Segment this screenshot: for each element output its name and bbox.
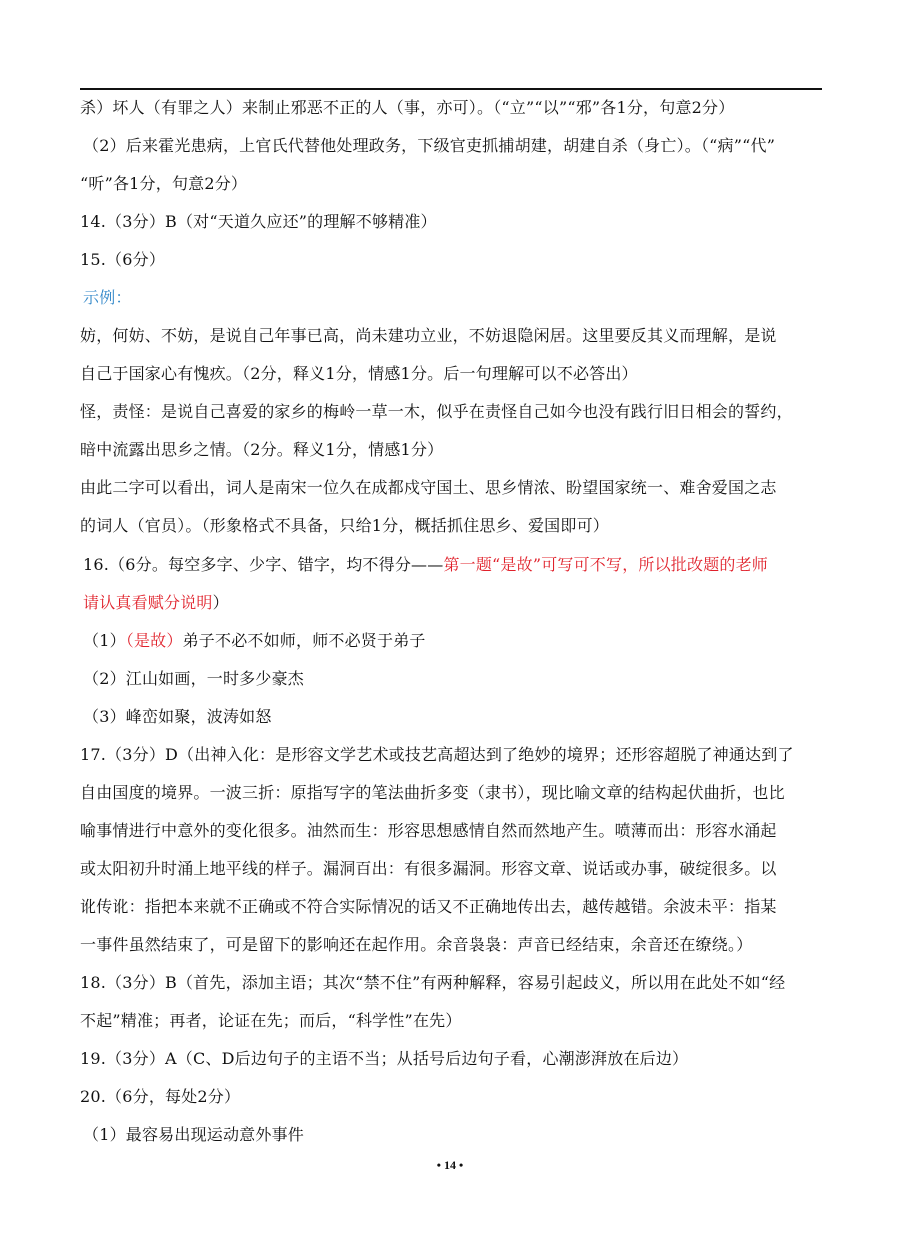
q16-item	[83, 631, 426, 651]
q16-prefix: 16.（6分。每空多字、少字、错字，均不得分——	[83, 555, 444, 574]
q16-header-cont	[83, 593, 229, 613]
header-rule	[80, 88, 822, 90]
answer-line: 17.（3分）D（出神入化：是形容文学艺术或技艺高超达到了绝妙的境界；还形容超脱了神通达到了	[80, 745, 794, 764]
answer-line: 妨，何妨、不妨，是说自己年事已高，尚未建功立业，不妨退隐闲居。这里要反其义而理解，是说	[80, 326, 777, 345]
answer-line: 由此二字可以看出，词人是南宋一位久在成都戍守国土、思乡情浓、盼望国家统一、难舍爱国之志	[80, 478, 777, 497]
answer-line: 怪，责怪：是说自己喜爱的家乡的梅岭一草一木，似乎在责怪自己如今也没有践行旧日相会的誓约，	[80, 402, 793, 421]
q16-item: （3）峰峦如聚，波涛如怒	[83, 707, 272, 726]
q16-header	[83, 555, 768, 575]
example-label: 示例：	[83, 288, 132, 307]
answer-line: 15.（6分）	[80, 250, 166, 269]
answer-line: 讹传讹：指把本来就不正确或不符合实际情况的话又不正确地传出去，越传越错。余波未平：指某	[80, 897, 777, 916]
answer-line: 或太阳初升时涌上地平线的样子。漏洞百出：有很多漏洞。形容文章、说话或办事，破绽很多。以	[80, 859, 777, 878]
answer-line: 的词人（官员）。（形象格式不具备，只给1分，概括抓住思乡、爱国即可）	[80, 516, 609, 535]
answer-line: 自由国度的境界。一波三折：原指写字的笔法曲折多变（隶书），现比喻文章的结构起伏曲折，也比	[80, 783, 785, 802]
q16-item-num: （1）	[83, 631, 126, 650]
answer-line: （2）后来霍光患病，上官氏代替他处理政务，下级官吏抓捕胡建，胡建自杀（身亡）。（“病”“代”	[83, 136, 776, 155]
answer-line: 14.（3分）B（对“天道久应还”的理解不够精准）	[80, 212, 437, 231]
answer-line: 杀）坏人（有罪之人）来制止邪恶不正的人（事，亦可）。（“立”“以”“邪”各1分，句意2分）	[80, 98, 735, 117]
q16-item-text: 弟子不必不如师，师不必贤于弟子	[182, 631, 426, 650]
q16-red-note-cont: 请认真看赋分说明	[83, 593, 213, 612]
q16-red-note: 第一题“是故”可写可不写，所以批改题的老师	[443, 555, 768, 574]
q16-suffix: ）	[212, 593, 229, 612]
answer-line: （1）最容易出现运动意外事件	[83, 1125, 304, 1144]
q16-item-red: （是故）	[125, 631, 183, 650]
answer-line: 20.（6分，每处2分）	[80, 1087, 241, 1106]
answer-line: 一事件虽然结束了，可是留下的影响还在起作用。余音袅袅：声音已经结束，余音还在缭绕。）	[80, 935, 753, 954]
q16-item: （2）江山如画，一时多少豪杰	[83, 669, 304, 688]
answer-line: 喻事情进行中意外的变化很多。油然而生：形容思想感情自然而然地产生。喷薄而出：形容水涌起	[80, 821, 777, 840]
answer-line: 18.（3分）B（首先，添加主语；其次“禁不住”有两种解释，容易引起歧义，所以用在此处不如“经	[80, 973, 786, 992]
answer-line: “听”各1分，句意2分）	[80, 174, 248, 193]
answer-line: 自己于国家心有愧疚。（2分，释义1分，情感1分。后一句理解可以不必答出）	[80, 364, 638, 383]
answer-line: 暗中流露出思乡之情。（2分。释义1分，情感1分）	[80, 440, 444, 459]
answer-line: 不起”精准；再者，论证在先；而后，“科学性”在先）	[80, 1011, 462, 1030]
page-number: • 14 •	[436, 1158, 464, 1172]
answer-line: 19.（3分）A（C、D后边句子的主语不当；从括号后边句子看，心潮澎湃放在后边）	[80, 1049, 689, 1068]
